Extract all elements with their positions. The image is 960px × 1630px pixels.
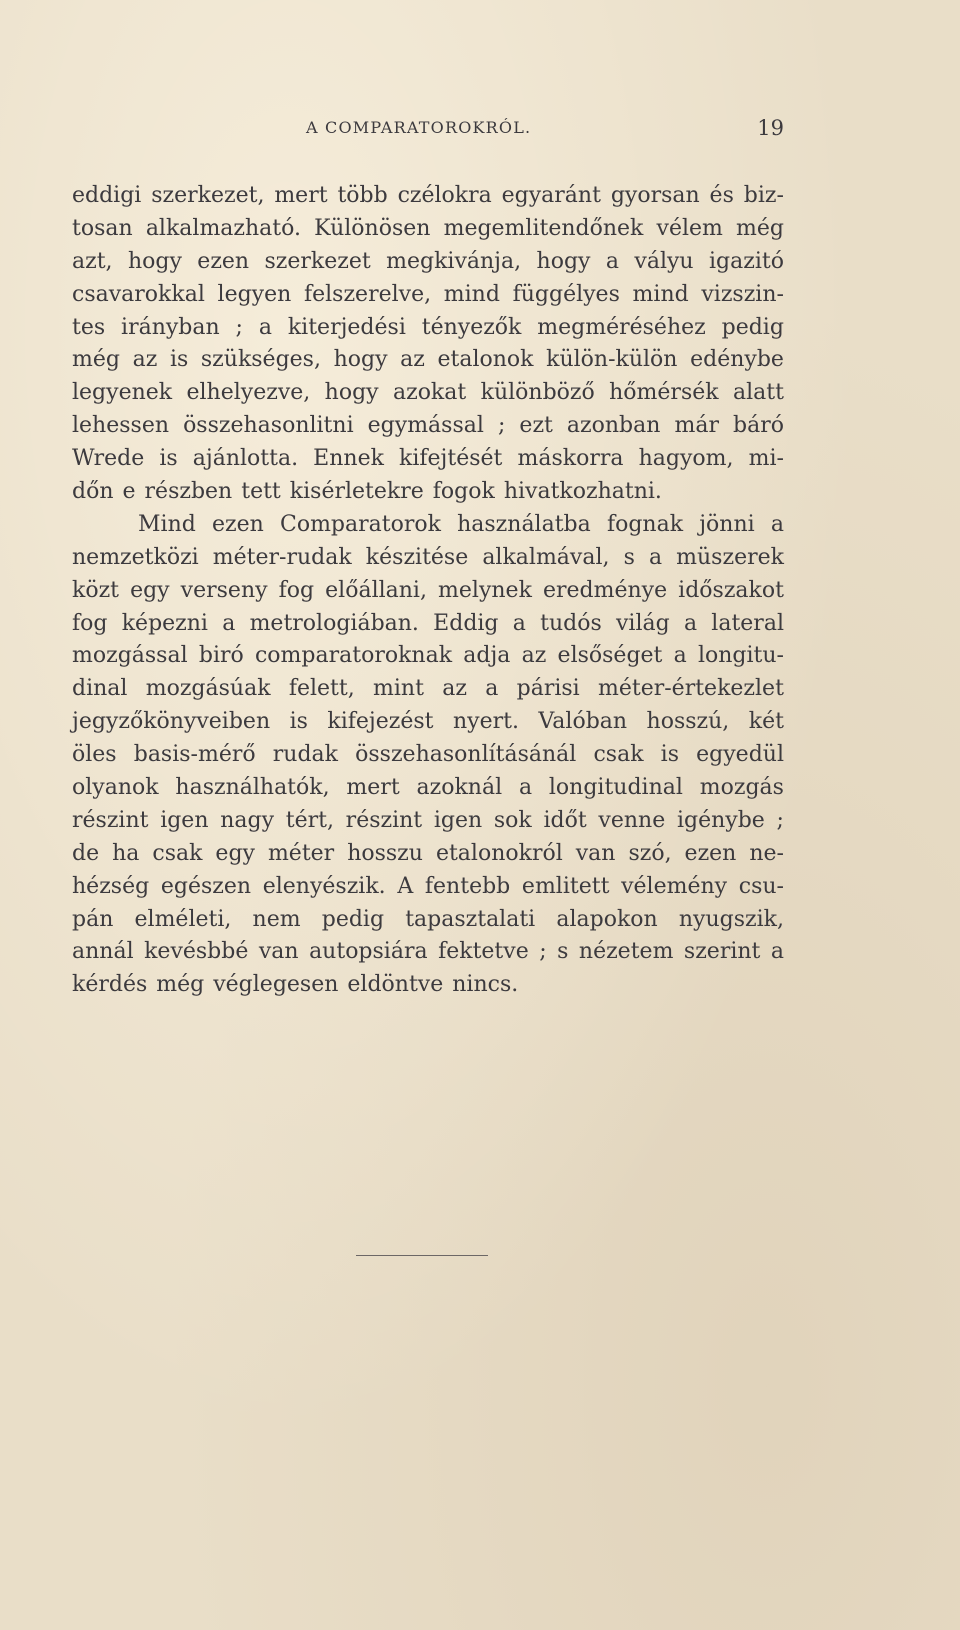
word: czélokra <box>397 183 492 208</box>
word: mert <box>346 775 400 801</box>
word: elenyészik. <box>262 873 386 899</box>
word: hivatkozhatni. <box>503 479 662 505</box>
text-line <box>72 509 784 542</box>
word: annál <box>72 939 134 965</box>
word: kifejezést <box>327 709 434 735</box>
word: és <box>709 183 734 208</box>
text-line <box>72 673 784 706</box>
word: időt <box>543 807 587 833</box>
word: szükséges, <box>200 347 321 373</box>
word: edénybe <box>690 347 784 373</box>
word: nincs. <box>452 972 519 998</box>
word: felszerelve, <box>303 281 432 307</box>
word: etalonokról <box>435 840 563 866</box>
word: ajánlotta. <box>192 446 299 472</box>
word: mi- <box>748 446 784 472</box>
word: ezt <box>519 413 553 439</box>
word: elsőséget <box>557 643 663 669</box>
word: a <box>518 775 533 801</box>
word: a <box>485 676 499 702</box>
text-line <box>72 213 784 246</box>
word: még <box>736 215 784 241</box>
word: s <box>623 544 635 570</box>
word: biz- <box>743 183 784 208</box>
text-line <box>72 838 784 871</box>
word: etalonok <box>437 347 534 373</box>
word: alatt <box>732 380 784 406</box>
word: irányban <box>121 314 220 340</box>
word: kifejtését <box>399 446 503 472</box>
word: a <box>512 610 526 636</box>
word: méter <box>267 840 335 866</box>
word: venne <box>598 807 666 833</box>
word: csavarokkal <box>72 281 205 307</box>
word: comparatoroknak <box>254 643 453 669</box>
word: tért, <box>285 807 334 833</box>
word: alapokon <box>556 906 658 932</box>
word: megméréséhez <box>537 314 706 340</box>
word: adja <box>463 643 511 669</box>
word: lehessen <box>72 413 170 439</box>
word: van <box>258 939 299 965</box>
word: verseny <box>180 577 268 603</box>
word: van <box>575 840 616 866</box>
text-line <box>72 542 784 575</box>
word: méter-értekezlet <box>597 676 784 702</box>
word: a <box>648 544 663 570</box>
word: hőmérsék <box>609 380 719 406</box>
word: kevésbbé <box>144 939 249 965</box>
word: kérdés <box>72 972 148 998</box>
text-line <box>72 969 784 1002</box>
word: mert <box>274 183 328 208</box>
word: tudós <box>540 610 602 636</box>
text-line <box>72 608 784 641</box>
word: csu- <box>738 873 784 899</box>
word: a <box>222 610 236 636</box>
text-line <box>72 739 784 772</box>
text-line <box>72 904 784 937</box>
text-line <box>72 246 784 279</box>
word: is <box>289 709 308 735</box>
text-line <box>72 443 784 476</box>
word: jönni <box>699 511 755 537</box>
word: részint <box>345 807 423 833</box>
word: nemzetközi <box>72 544 199 570</box>
word: hogy <box>127 248 182 274</box>
word: pedig <box>321 906 385 932</box>
word: képezni <box>121 610 208 636</box>
word: a <box>770 939 784 965</box>
word: különböző <box>480 380 595 406</box>
word: méter-rudak <box>212 544 352 570</box>
word: rudak <box>272 742 338 768</box>
word: a <box>673 643 687 669</box>
word: Különösen <box>314 215 431 241</box>
word: Mind <box>138 511 196 537</box>
word: kisérletekre <box>289 479 424 505</box>
word: a <box>770 511 784 537</box>
word: is <box>660 742 679 768</box>
text-line <box>72 871 784 904</box>
word: Valóban <box>538 709 628 735</box>
word: párisi <box>516 676 580 702</box>
word: Eddig <box>433 610 499 636</box>
word: hosszú, <box>646 709 730 735</box>
word: pedig <box>721 314 784 340</box>
word: megkivánja, <box>386 248 522 274</box>
word: biró <box>198 643 244 669</box>
word: igénybe <box>676 807 765 833</box>
word: tosan <box>72 215 133 241</box>
word: egy <box>215 840 255 866</box>
word: az <box>132 347 158 373</box>
word: tett <box>241 479 281 505</box>
word: részint <box>72 807 149 833</box>
word: vélemény <box>621 873 728 899</box>
word: az <box>400 347 425 373</box>
word: azt, <box>72 248 113 274</box>
word: nyert. <box>452 709 519 735</box>
word: egészen <box>160 873 252 899</box>
word: mind <box>443 281 500 307</box>
word: fognak <box>606 511 684 537</box>
body-text <box>72 180 784 1002</box>
word: készitése <box>365 544 469 570</box>
word: szerint <box>683 939 761 965</box>
text-line <box>72 936 784 969</box>
word: az <box>521 643 547 669</box>
word: ; <box>235 314 243 340</box>
word: longitu- <box>697 643 784 669</box>
word: külön-külön <box>546 347 678 373</box>
word: fektetve <box>438 939 529 965</box>
word: Ennek <box>313 446 384 472</box>
word: részben <box>144 479 233 505</box>
word: egymással <box>367 413 484 439</box>
word: mozgásúak <box>145 676 271 702</box>
word: már <box>674 413 719 439</box>
word: használatba <box>457 511 591 537</box>
text-line <box>72 640 784 673</box>
text-line <box>72 279 784 312</box>
section-divider <box>356 1255 488 1256</box>
word: fog <box>278 577 315 603</box>
word: A <box>397 873 414 899</box>
word: még <box>156 972 205 998</box>
word: tényezők <box>421 314 522 340</box>
text-line <box>72 772 784 805</box>
word: igen <box>433 807 483 833</box>
word: metrologiában. <box>249 610 419 636</box>
word: alkalmával, <box>482 544 610 570</box>
word: lateral <box>711 610 784 636</box>
word: Wrede <box>72 446 145 472</box>
word: igen <box>160 807 209 833</box>
word: a <box>605 248 619 274</box>
word: egyedül <box>696 742 784 768</box>
word: autopsiára <box>309 939 428 965</box>
word: mint <box>373 676 424 702</box>
word: s <box>557 939 569 965</box>
text-line <box>72 344 784 377</box>
word: szó, <box>628 840 672 866</box>
word: a <box>258 314 272 340</box>
word: eldöntve <box>347 972 444 998</box>
word: jegyzőkönyveiben <box>72 709 271 735</box>
word: szerkezet <box>264 248 371 274</box>
word: öles <box>72 742 117 768</box>
word: mind <box>632 281 689 307</box>
word: még <box>72 347 120 373</box>
word: azoknál <box>416 775 503 801</box>
word: Comparatorok <box>279 511 441 537</box>
word: legyen <box>217 281 292 307</box>
text-line <box>72 476 784 509</box>
word: nyugszik, <box>678 906 784 932</box>
word: vélem <box>656 215 723 241</box>
text-line <box>72 180 784 213</box>
word: azonban <box>566 413 661 439</box>
word: gyorsan <box>610 183 700 208</box>
word: tapasztalati <box>405 906 536 932</box>
word: sok <box>493 807 532 833</box>
word: eredménye <box>542 577 668 603</box>
word: is <box>159 446 178 472</box>
word: fog <box>72 610 108 636</box>
word: hosszu <box>347 840 423 866</box>
word: egy <box>130 577 170 603</box>
word: fogok <box>432 479 495 505</box>
word: melynek <box>438 577 532 603</box>
word: is <box>169 347 189 373</box>
word: müszerek <box>676 544 784 570</box>
word: függélyes <box>512 281 620 307</box>
page-number: 19 <box>757 116 784 140</box>
word: alkalmazható. <box>145 215 301 241</box>
word: ezen <box>684 840 737 866</box>
word: kiterjedési <box>287 314 406 340</box>
word: két <box>748 709 784 735</box>
word: világ <box>616 610 670 636</box>
word: hogy <box>324 380 379 406</box>
word: elhelyezve, <box>186 380 311 406</box>
word: csak <box>593 742 644 768</box>
word: ezen <box>197 248 250 274</box>
word: mozgás <box>699 775 784 801</box>
word: de <box>72 840 100 866</box>
word: időszakot <box>678 577 784 603</box>
word: az <box>442 676 467 702</box>
word: azokat <box>392 380 467 406</box>
word: báró <box>733 413 784 439</box>
word: több <box>337 183 388 208</box>
text-line <box>72 377 784 410</box>
word: a <box>683 610 698 636</box>
word: vizszin- <box>701 281 784 307</box>
word: elméleti, <box>134 906 232 932</box>
word: csak <box>152 840 203 866</box>
word: hagyom, <box>638 446 734 472</box>
text-line <box>72 575 784 608</box>
word: ; <box>539 939 547 965</box>
word: nagy <box>220 807 275 833</box>
word: ezen <box>212 511 264 537</box>
running-head: A COMPARATOROKRÓL. <box>306 118 532 137</box>
word: felett, <box>288 676 355 702</box>
word: ha <box>112 840 140 866</box>
word: összehasonlításánál <box>355 742 577 768</box>
word: nézetem <box>578 939 674 965</box>
word: előállani, <box>325 577 427 603</box>
word: vályu <box>634 248 694 274</box>
text-line <box>72 312 784 345</box>
word: egyaránt <box>501 183 601 208</box>
word: basis-mérő <box>133 742 256 768</box>
text-line <box>72 410 784 443</box>
word: használhatók, <box>175 775 330 801</box>
word: legyenek <box>72 380 173 406</box>
word: eddigi <box>72 183 142 208</box>
word: dőn <box>72 479 114 505</box>
word: e <box>122 479 136 505</box>
word: fentebb <box>424 873 511 899</box>
word: igazitó <box>709 248 784 274</box>
text-line <box>72 805 784 838</box>
word: közt <box>72 577 120 603</box>
word: tes <box>72 314 106 340</box>
word: máskorra <box>517 446 624 472</box>
word: pán <box>72 906 114 932</box>
word: megemlitendőnek <box>443 215 644 241</box>
word: nem <box>252 906 301 932</box>
word: hogy <box>536 248 591 274</box>
word: ; <box>497 413 506 439</box>
word: szerkezet, <box>151 183 265 208</box>
word: ; <box>776 807 784 833</box>
word: emlitett <box>521 873 610 899</box>
word: longitudinal <box>548 775 683 801</box>
word: dinal <box>72 676 128 702</box>
word: ne- <box>749 840 784 866</box>
word: mozgással <box>72 643 188 669</box>
word: hogy <box>333 347 388 373</box>
word: összehasonlitni <box>183 413 354 439</box>
word: hézség <box>72 873 150 899</box>
word: véglegesen <box>213 972 339 998</box>
text-line <box>72 706 784 739</box>
word: olyanok <box>72 775 159 801</box>
